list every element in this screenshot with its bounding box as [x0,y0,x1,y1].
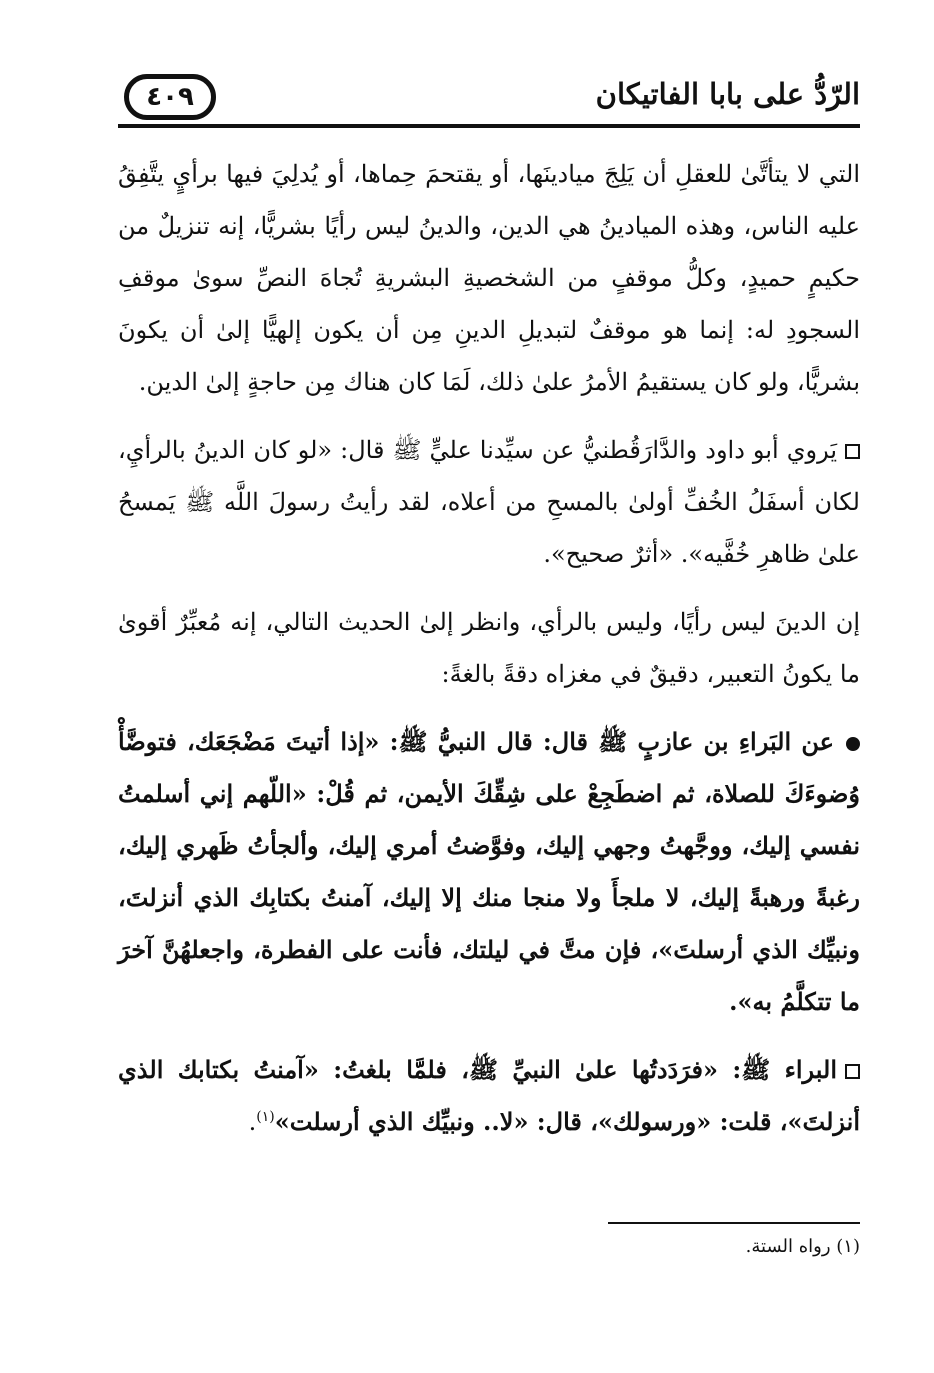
paragraph-4 [118,716,860,1028]
footnote-reference[interactable]: (١) [256,1109,275,1125]
paragraph-3-text: إن الدينَ ليس رأيًا، وليس بالرأي، وانظر إلىٰ الحديث التالي، إنه مُعبِّرٌ أقوىٰ ما يكونُ التعبير، دقيقٌ في مغزاه دقةً بالغةً: [118,608,860,688]
square-marker-icon [845,1064,860,1079]
paragraph-2-text: يَروي أبو داود والدَّارَقُطنيُّ عن سيِّدنا عليٍّ ﷺ قال: «لو كان الدينُ بالرأيِ، لكان أسفَلُ الخُفِّ أولىٰ بالمسحِ من أعلاه، لقد رأيتُ رسولَ اللَّه ﷺ يَمسحُ علىٰ ظاهرِ خُفَّيه». «أثرٌ صحيح». [118,436,860,568]
square-marker-icon [845,444,860,459]
book-title: الرّدُّ على بابا الفاتيكان [595,77,860,111]
paragraph-1 [118,148,860,408]
footnote: (١) رواه الستة. [745,1236,860,1257]
bullet-dot-icon [846,737,860,751]
footnote-separator [608,1222,860,1224]
paragraph-2 [118,424,860,580]
header-rule [118,124,860,128]
paragraph-5-text: البراء ﷺ: «فرَدَدتُها علىٰ النبيِّ ﷺ، فلمَّا بلغتُ: «آمنتُ بكتابك الذي أنزلتَ»، قلت: «ورسولك»، قال: «لا.. ونبيِّك الذي أرسلت» [118,1055,860,1136]
page-number: ٤٠٩ [124,74,216,120]
page-body [118,148,860,1164]
paragraph-4-text: عن البَراءِ بن عازبٍ ﷺ قال: قال النبيُّ ﷺ: «إذا أتيتَ مَضْجَعَك، فتوضَّأْ وُضوءَكَ للصلاة، ثم اضطَجِعْ على شِقِّكَ الأيمن، ثم قُلْ: «اللّهم إني أسلمتُ نفسي إليك، ووجَّهتُ وجهي إليك، وفوَّضتُ أمري إليك، وألجأتُ ظَهري إليك، رغبةً ورهبةً إليك، لا ملجأَ ولا منجا منك إلا إليك، آمنتُ بكتابِك الذي أنزلتَ، ونبيِّك الذي أرسلتَ»، فإن متَّ في ليلتك، فأنت على الفطرة، واجعلهُنَّ آخرَ ما تتكلَّمُ به». [118,727,860,1016]
page-header [118,70,860,134]
paragraph-1-text: التي لا يتأتَّىٰ للعقلِ أن يَلِجَ ميادينَها، أو يقتحمَ حِماها، أو يُدلِيَ فيها برأيٍ يتَّفِقُ عليه الناس، وهذه الميادينُ هي الدين، والدينُ ليس رأيًا بشريًّا، إنه تنزيلٌ من حكيمٍ حميدٍ، وكلُّ موقفٍ من الشخصيةِ البشريةِ تُجاهَ النصِّ سوىٰ موقفِ السجودِ له: إنما هو موقفٌ لتبديلِ الدينِ مِن أن يكون إلهيًّا إلىٰ أن يكونَ بشريًّا، ولو كان يستقيمُ الأمرُ علىٰ ذلك، لَمَا كان هناك مِن حاجةٍ إلىٰ الدين. [118,160,860,396]
paragraph-5: البراء ﷺ: «فرَدَدتُها علىٰ النبيِّ ﷺ، فلمَّا بلغتُ: «آمنتُ بكتابك الذي أنزلتَ»، قلت: «ورسولك»، قال: «لا.. ونبيِّك الذي أرسلت»$^{(١)}$. [118,1055,860,1136]
paragraph-3 [118,596,860,700]
